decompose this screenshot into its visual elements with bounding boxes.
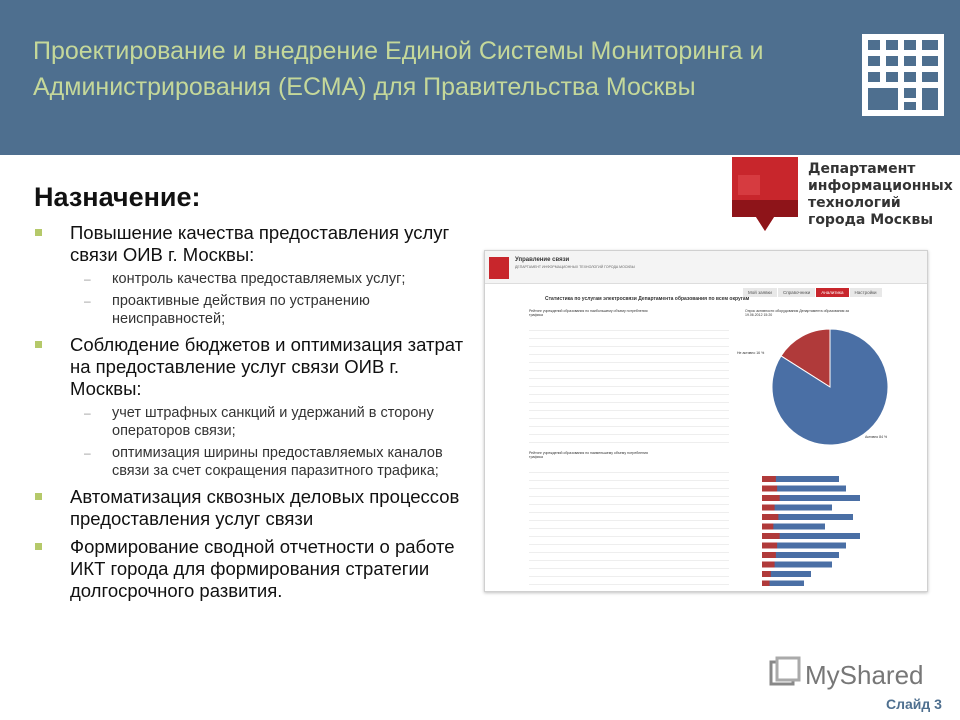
rating-bottom-title: Рейтинг учреждений образования по наименьшему объему потребления трафика	[529, 451, 648, 459]
table-row	[529, 465, 729, 473]
activity-pie-chart	[735, 309, 925, 449]
rating-top-table	[529, 323, 729, 443]
table-row	[529, 371, 729, 379]
table-row	[529, 347, 729, 355]
table-row	[529, 553, 729, 561]
bar-segment	[762, 495, 780, 501]
table-row	[529, 395, 729, 403]
list-item: Соблюдение бюджетов и оптимизация затрат на предоставление услуг связи ОИВ г. Москвы: – учет штрафных санкций и удержаний в сторону операторов связи; – оптимизация ширины предоставляемых каналов связи за счет сокращения паразитного трафика;	[34, 334, 474, 480]
bar-segment	[762, 514, 778, 520]
bar-segment	[762, 524, 773, 530]
table-row	[529, 331, 729, 339]
table-row	[529, 387, 729, 395]
table-row	[529, 427, 729, 435]
list-item: Автоматизация сквозных деловых процессов предоставления услуг связи	[34, 486, 474, 530]
rating-top-title: Рейтинг учреждений образования по наибольшему объему потребления трафика	[529, 309, 648, 317]
table-row	[529, 529, 729, 537]
bar-segment	[762, 581, 770, 587]
screenshot-logo-icon	[489, 257, 509, 279]
pie-chart-svg	[735, 309, 925, 449]
purpose-list	[34, 222, 474, 608]
screenshot-tabs	[743, 281, 883, 295]
sub-list-item: – оптимизация ширины предоставляемых каналов связи за счет сокращения паразитного трафика;	[70, 444, 474, 480]
moscow-grid-logo-icon	[862, 34, 944, 116]
table-row	[529, 569, 729, 577]
table-row	[529, 363, 729, 371]
table-row	[529, 505, 729, 513]
screenshot-header	[485, 251, 927, 284]
table-row	[529, 435, 729, 443]
title-bar	[0, 0, 960, 155]
table-row	[529, 379, 729, 387]
table-row	[529, 355, 729, 363]
bar-segment	[762, 552, 776, 558]
table-row	[529, 513, 729, 521]
bar-segment	[762, 505, 775, 511]
table-row	[529, 339, 729, 347]
bar-segment	[762, 571, 771, 577]
table-row	[529, 521, 729, 529]
table-row	[529, 537, 729, 545]
bar-segment	[762, 543, 777, 549]
myshared-logo-icon	[769, 656, 801, 690]
department-emblem-icon	[730, 155, 800, 235]
table-row	[529, 419, 729, 427]
tab-settings[interactable]: Настройки	[850, 288, 882, 297]
table-row	[529, 545, 729, 553]
myshared-watermark	[769, 656, 929, 696]
department-name: Департамент информационных технологий города Москвы	[808, 161, 953, 228]
myshared-brand: MyShared	[805, 660, 924, 690]
slide-number: Слайд 3	[886, 696, 942, 712]
sub-list-item: – учет штрафных санкций и удержаний в сторону операторов связи;	[70, 404, 474, 440]
bar-segment	[762, 476, 776, 482]
screenshot-subtitle: ДЕПАРТАМЕНТ ИНФОРМАЦИОННЫХ ТЕХНОЛОГИЙ ГОРОДА МОСКВЫ	[515, 265, 635, 269]
rating-bottom-table	[529, 465, 729, 585]
table-row	[529, 497, 729, 505]
pie-label-inactive: Не активно 16 %	[737, 351, 765, 355]
sub-list-item: – контроль качества предоставляемых услуг;	[70, 270, 474, 288]
bar-chart-svg	[740, 466, 920, 586]
district-bar-chart	[740, 466, 920, 586]
table-row	[529, 481, 729, 489]
tab-requests[interactable]: Мой заявки	[743, 288, 777, 297]
section-heading: Назначение:	[34, 182, 201, 212]
list-item: Формирование сводной отчетности о работе ИКТ города для формирования стратегии долгосрочного развития.	[34, 536, 474, 602]
bar-segment	[762, 562, 775, 568]
pie-label-active: Активно 84 %	[865, 435, 888, 439]
bar-segment	[762, 486, 777, 492]
table-row	[529, 403, 729, 411]
department-logo	[730, 155, 953, 239]
tab-references[interactable]: Справочники	[778, 288, 815, 297]
table-row	[529, 561, 729, 569]
table-row	[529, 577, 729, 585]
list-item: Повышение качества предоставления услуг связи ОИВ г. Москвы: – контроль качества предоставляемых услуг; – проактивные действия по устранению неисправностей;	[34, 222, 474, 328]
table-row	[529, 411, 729, 419]
table-row	[529, 473, 729, 481]
system-screenshot	[484, 250, 928, 592]
sub-list-item: – проактивные действия по устранению неисправностей;	[70, 292, 474, 328]
table-row	[529, 489, 729, 497]
slide-title: Проектирование и внедрение Единой Системы Мониторинга и Администрирования (ЕСМА) для Правительства Москвы	[33, 37, 764, 101]
tab-analytics[interactable]: Аналитика	[816, 288, 848, 297]
bar-segment	[762, 533, 780, 539]
table-row	[529, 323, 729, 331]
pie-title: Опрос активности оборудования Департамента образования за 19.06.2012 15:20	[745, 309, 849, 317]
screenshot-title: Управление связи	[515, 257, 570, 263]
screenshot-caption: Статистика по услугам электросвязи Департамента образования по всем округам	[545, 296, 750, 302]
